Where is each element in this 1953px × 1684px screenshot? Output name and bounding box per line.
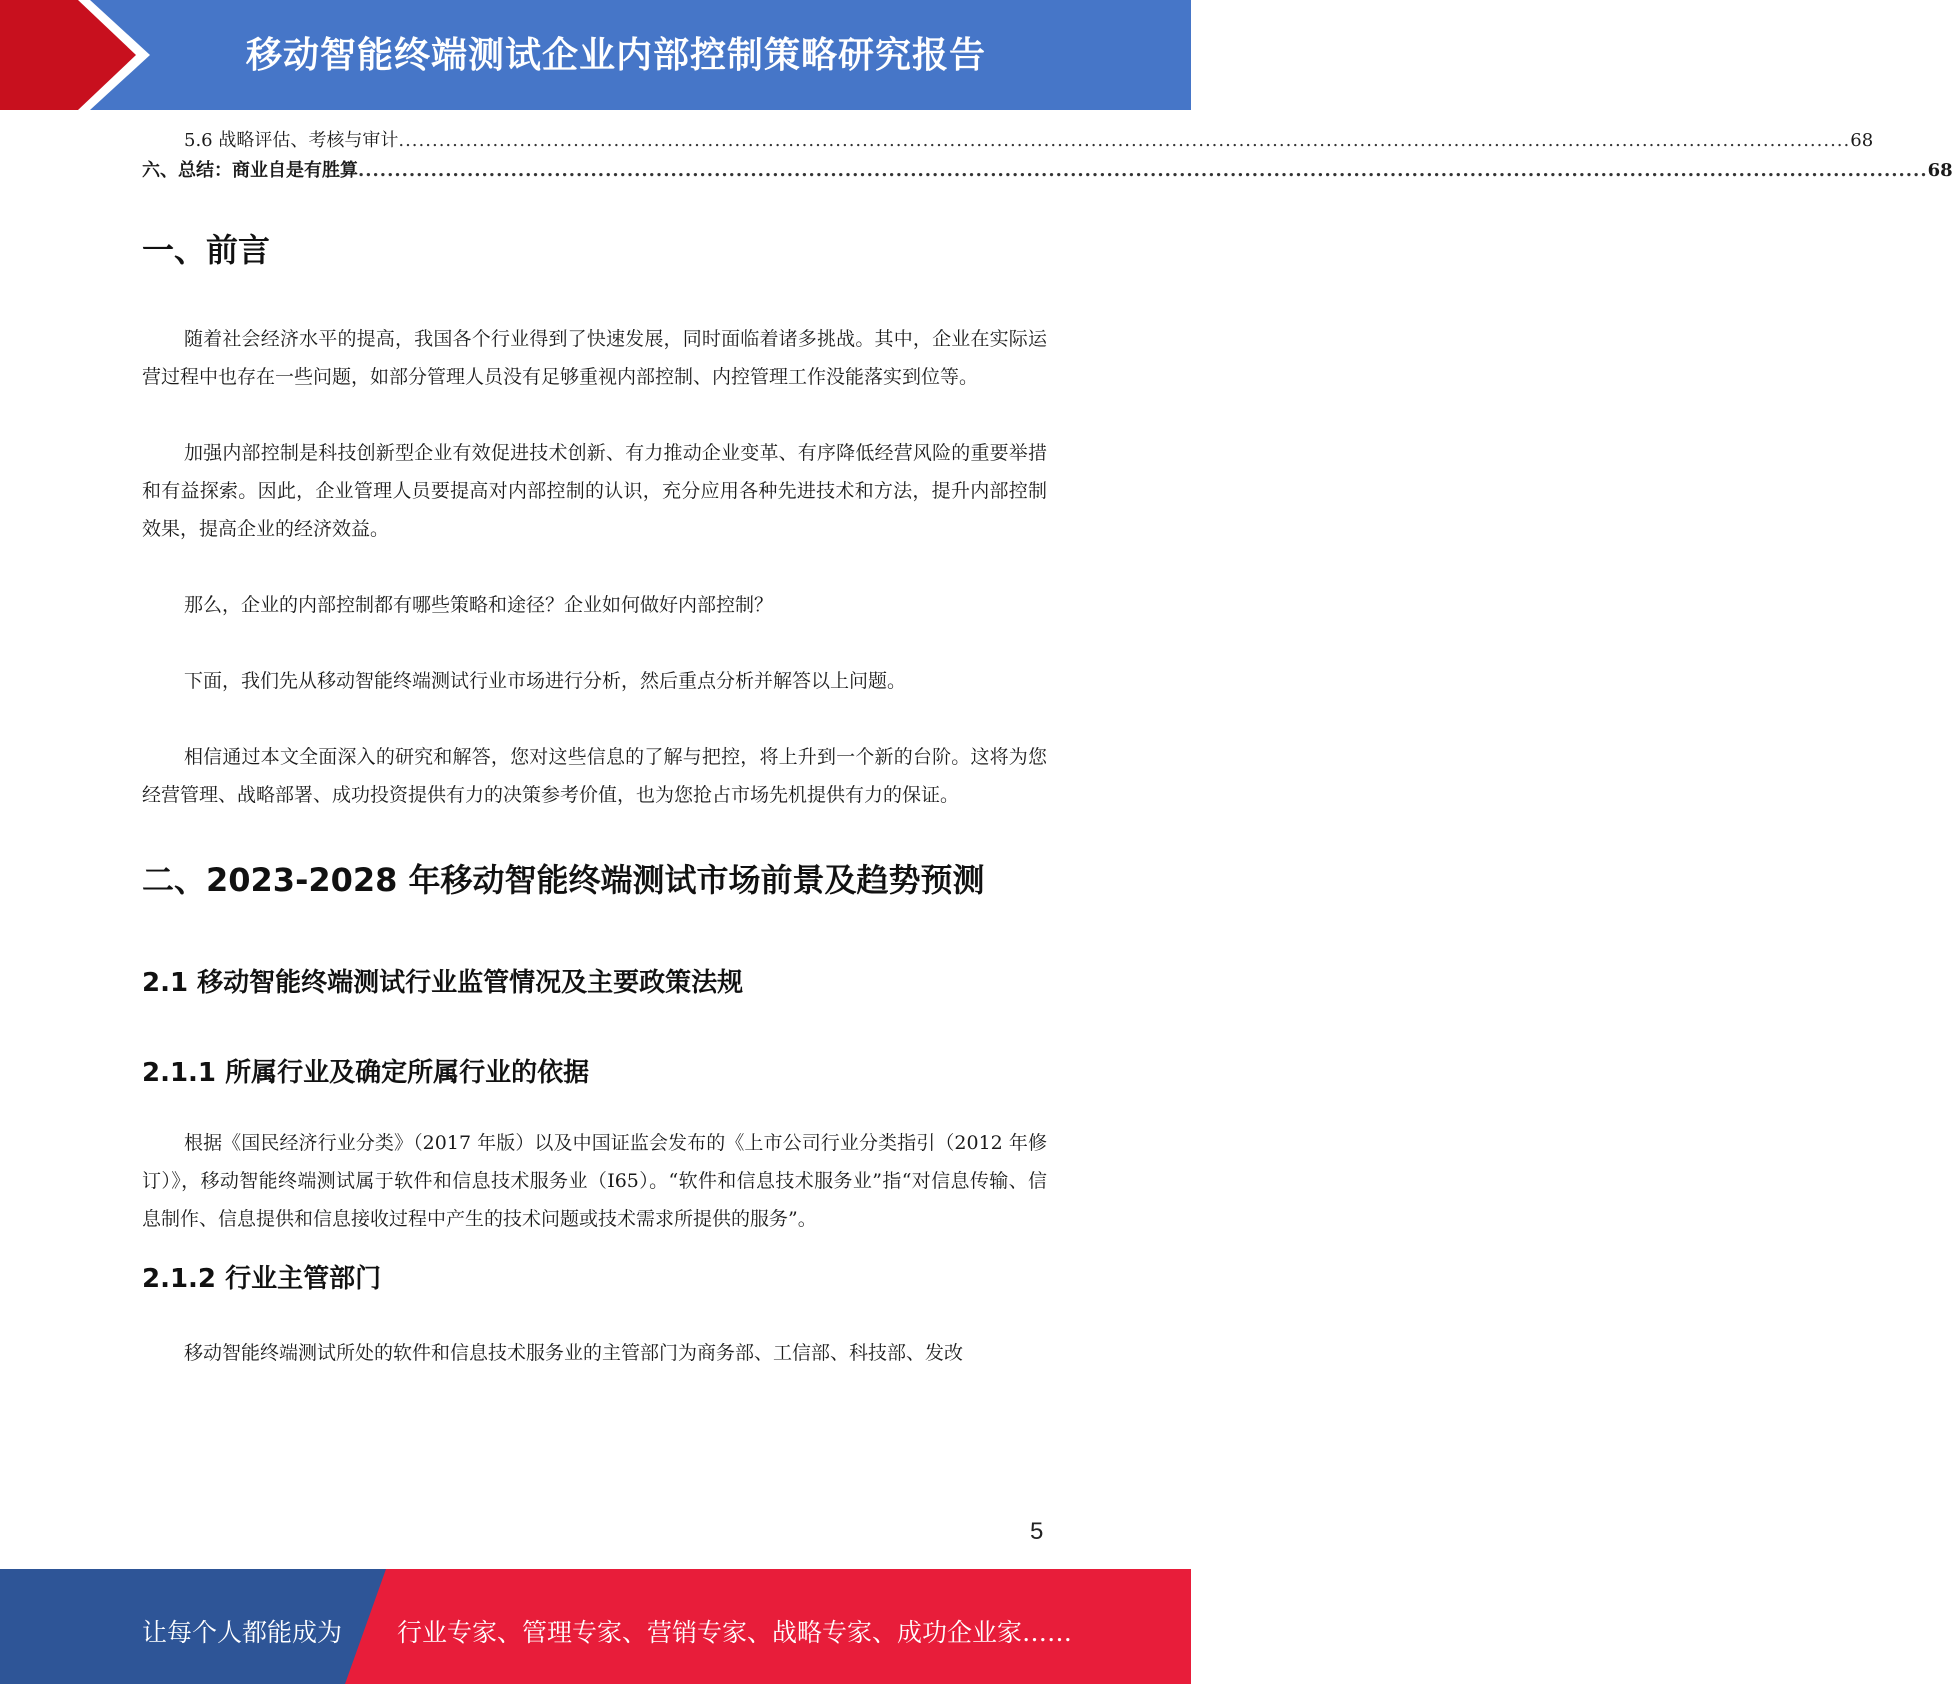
toc-entry-label: 六、总结：商业自是有胜算 [142,160,358,181]
paragraph: 移动智能终端测试所处的软件和信息技术服务业的主管部门为商务部、工信部、科技部、发改 [184,1342,964,1364]
toc-entry-5-6[interactable] [142,126,1874,156]
toc-leader-dots: ........................................................................................................................................................................................................................ [358,160,1928,181]
section-heading-preface: 一、前言 [142,231,271,269]
toc-entry-label: 5.6 战略评估、考核与审计 [184,130,399,151]
footer-slogan-right: 行业专家、管理专家、营销专家、战略专家、成功企业家…… [397,1618,1073,1647]
section-heading-2-1: 2.1 移动智能终端测试行业监管情况及主要政策法规 [142,968,744,998]
paragraph: 下面，我们先从移动智能终端测试行业市场进行分析，然后重点分析并解答以上问题。 [184,670,907,692]
section-heading-2-1-2: 2.1.2 行业主管部门 [142,1264,382,1294]
toc-entry-page: 68 [1850,130,1874,151]
paragraph: 那么，企业的内部控制都有哪些策略和途径？企业如何做好内部控制？ [184,594,774,616]
paragraph: 加强内部控制是科技创新型企业有效促进技术创新、有力推动企业变革、有序降低经营风险的重要举措和有益探索。因此，企业管理人员要提高对内部控制的认识，充分应用各种先进技术和方法，提升内部控制效果，提高企业的经济效益。 [142,442,1047,540]
paragraph: 根据《国民经济行业分类》（2017 年版）以及中国证监会发布的《上市公司行业分类指引（2012 年修订）》，移动智能终端测试属于软件和信息技术服务业（I65）。“软件和信息技术服务业”指“对信息传输、信息制作、信息提供和信息接收过程中产生的技术问题或技术需求所提供的服务”。 [142,1132,1047,1230]
paragraph: 随着社会经济水平的提高，我国各个行业得到了快速发展，同时面临着诸多挑战。其中，企业在实际运营过程中也存在一些问题，如部分管理人员没有足够重视内部控制、内控管理工作没能落实到位等。 [142,328,1047,388]
footer-slogan-left: 让每个人都能成为 [142,1618,343,1647]
toc-entry-6[interactable] [142,156,1953,186]
toc-leader-dots: ........................................................................................................................................................................................................................ [398,130,1851,151]
page-header [0,0,1191,110]
toc-entry-page: 68 [1927,160,1953,181]
page-number: 5 [1030,1518,1044,1545]
paragraph: 相信通过本文全面深入的研究和解答，您对这些信息的了解与把控，将上升到一个新的台阶。这将为您经营管理、战略部署、成功投资提供有力的决策参考价值，也为您抢占市场先机提供有力的保证。 [142,746,1047,806]
section-heading-2-1-1: 2.1.1 所属行业及确定所属行业的依据 [142,1058,590,1088]
report-title: 移动智能终端测试企业内部控制策略研究报告 [246,35,987,76]
page-footer [0,1569,1191,1684]
page-content [142,126,1953,1372]
chapter-heading-2: 二、2023-2028 年移动智能终端测试市场前景及趋势预测 [142,861,985,899]
red-arrow-decoration [0,0,160,110]
